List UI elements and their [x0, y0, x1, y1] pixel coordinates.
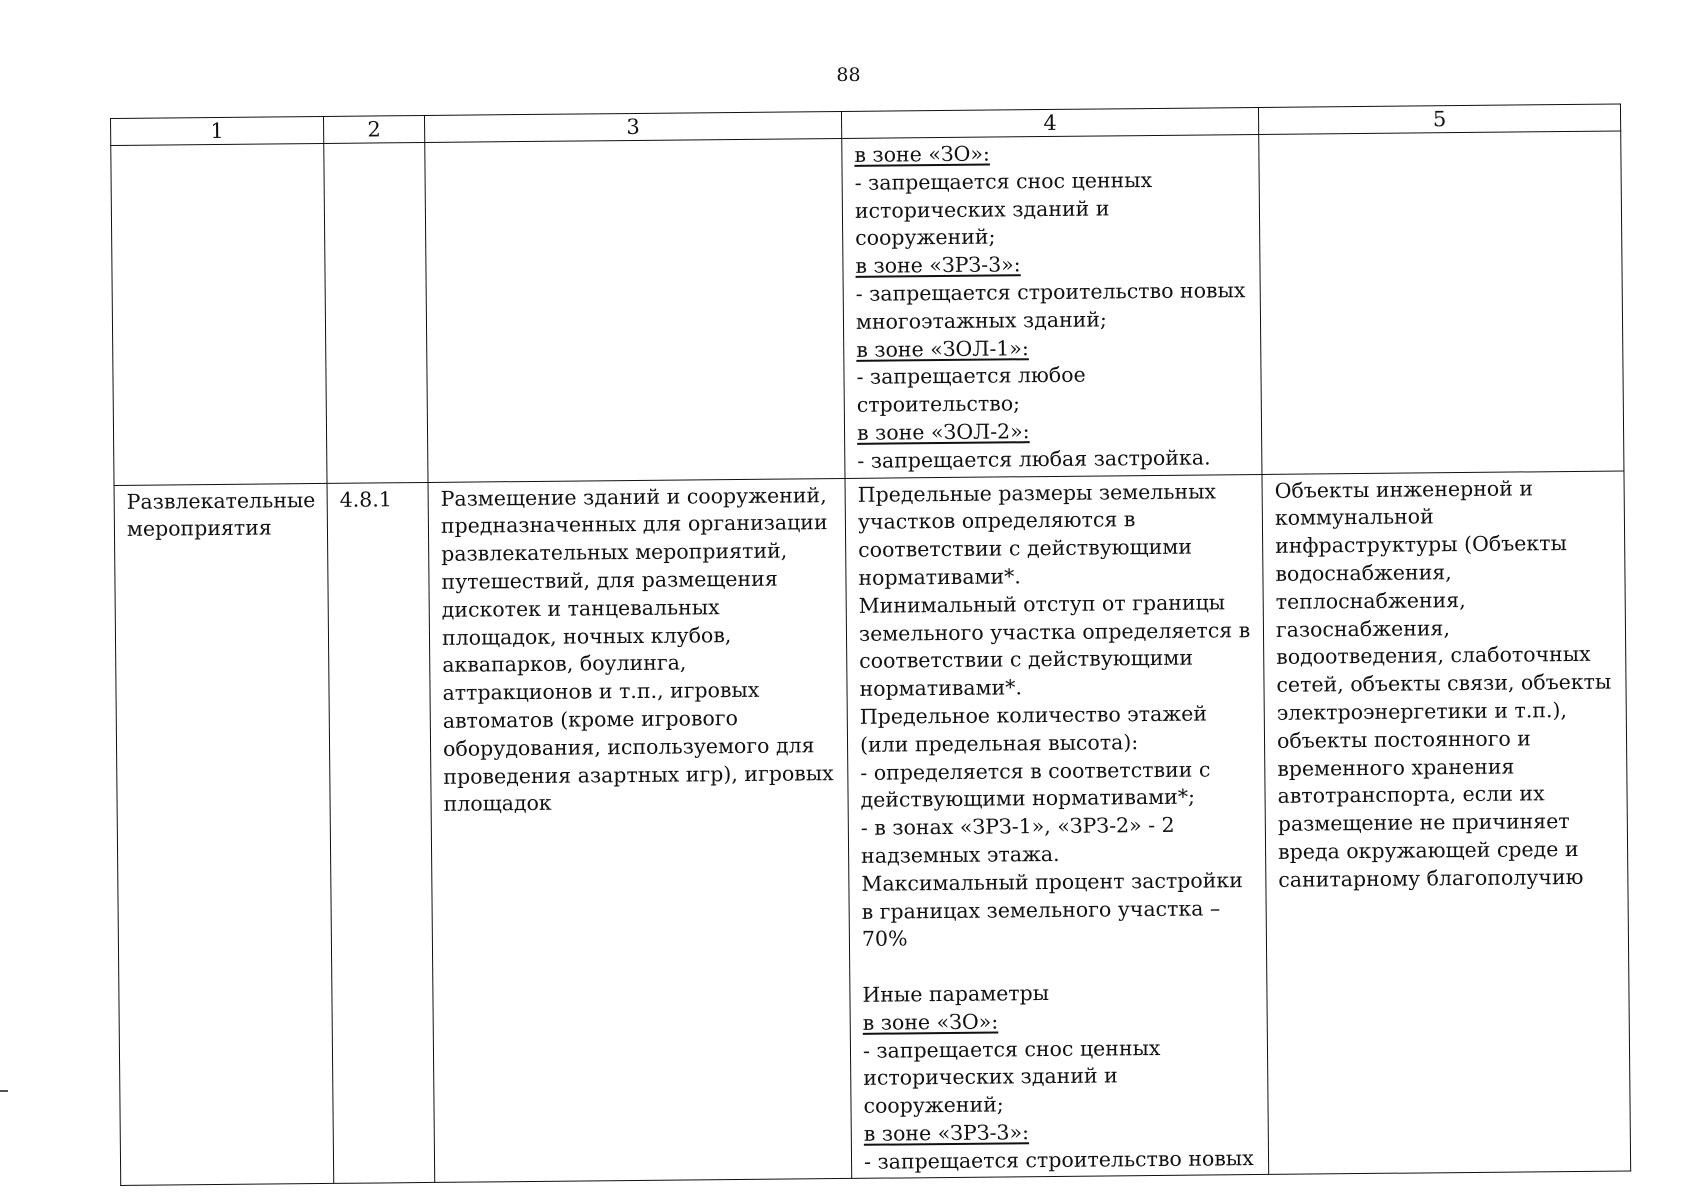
parameter-line: - запрещается снос ценных исторических зданий и сооружений;: [862, 1035, 1161, 1118]
parameter-line: - запрещается любое строительство;: [856, 363, 1086, 418]
parameter-line: Иные параметры: [862, 980, 1050, 1007]
scan-edge-mark: [0, 1090, 8, 1092]
table-cell: [324, 142, 428, 483]
parameters-cell: [845, 474, 1269, 1179]
table-cell: [1259, 131, 1624, 474]
regulations-table: [110, 103, 1631, 1186]
paragraph-gap: [862, 950, 1254, 982]
header-cell: 3: [424, 111, 841, 142]
zone-heading: в зоне «ЗОЛ-2»:: [856, 419, 1030, 445]
parameter-line: - запрещается строительство новых: [863, 1145, 1254, 1174]
header-cell: 4: [841, 107, 1258, 138]
zone-heading: в зоне «ЗО»:: [854, 141, 990, 167]
parameter-line: - в зонах «ЗРЗ-1», «ЗРЗ-2» - 2 надземных этажа.: [860, 812, 1175, 868]
page-number: 88: [836, 64, 861, 86]
header-cell: 5: [1258, 104, 1620, 134]
regulations-table-sheet: [110, 104, 1630, 1187]
zone-heading: в зоне «ЗО»:: [862, 1009, 999, 1035]
parameter-line: Предельное количество этажей (или предельная высота):: [859, 701, 1208, 757]
auxiliary-uses-cell: Объекты инженерной и коммунальной инфраструктуры (Объекты водоснабжения, теплоснабжения, газоснабжения, водоотведения, слаботочных сетей, объекты связи, объекты электроэнергетики и т.п.), объекты постоянного и временного хранения автотранспорта, если их размещение не причиняет вреда окружающей среде и санитарному благополучию: [1262, 471, 1631, 1175]
parameter-line: - запрещается любая застройка.: [857, 445, 1211, 473]
parameter-line: Минимальный отступ от границы земельного участка определяется в соответствии с действующими нормативами*.: [858, 590, 1251, 701]
use-type-description-cell: Размещение зданий и сооружений, предназначенных для организации развлекательных мероприятий, путешествий, для размещения дискотек и танцевальных площадок, ночных клубов, аквапарков, боулинга, аттракционов и т.п., игровых автоматов (кроме игрового оборудования, используемого для проведения азартных игр), игровых площадок: [428, 478, 852, 1183]
zone-heading: в зоне «ЗРЗ-3»:: [855, 252, 1021, 279]
use-type-name-cell: Развлекательные мероприятия: [114, 483, 334, 1186]
parameter-line: - запрещается строительство новых многоэтажных зданий;: [855, 278, 1246, 334]
parameter-line: - определяется в соответствии с действующими нормативами*;: [860, 756, 1211, 813]
parameters-cell-continued: [842, 134, 1262, 478]
use-type-code-cell: 4.8.1: [327, 482, 435, 1184]
parameter-line: Предельные размеры земельных участков определяются в соответствии с действующими нормативами*.: [857, 478, 1217, 590]
table-cell: [425, 138, 845, 482]
parameter-line: Максимальный процент застройки в границах земельного участка – 70%: [861, 867, 1243, 952]
table-row-entertainment: [114, 471, 1631, 1186]
parameter-line: - запрещается снос ценных исторических зданий и сооружений;: [854, 167, 1153, 251]
table-row-continuation: [111, 131, 1624, 485]
zone-heading: в зоне «ЗОЛ-1»:: [856, 335, 1029, 362]
table-cell: [111, 143, 327, 485]
header-cell: 2: [323, 115, 424, 143]
header-cell: 1: [111, 116, 324, 145]
zone-heading: в зоне «ЗРЗ-3»:: [863, 1120, 1030, 1146]
